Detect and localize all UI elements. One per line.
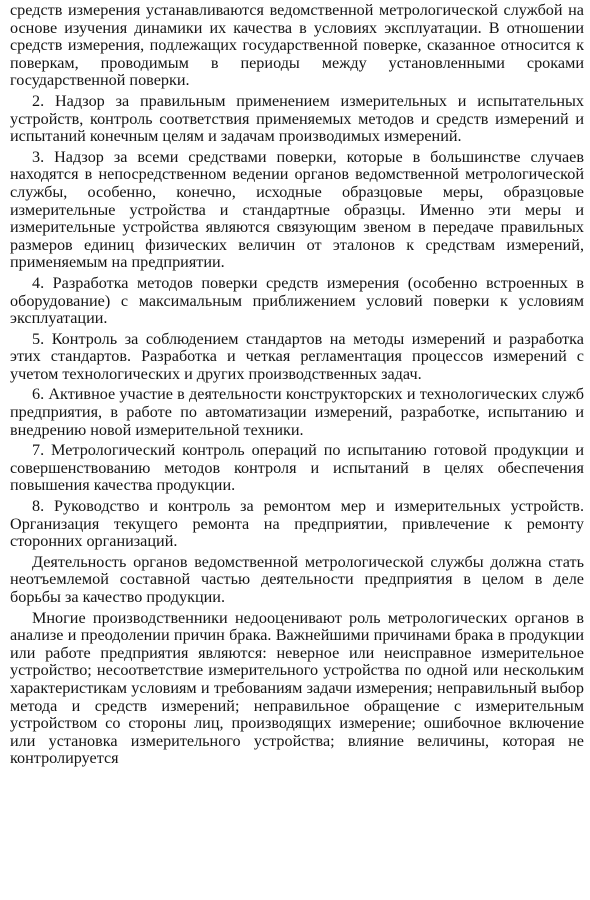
paragraph-service-role: Деятельность органов ведомственной метрологической службы должна стать неотъемлемой составной частью деятельности предприятия в целом в деле борьбы за качество продукции. [10, 552, 584, 606]
paragraph-continuation: средств измерения устанавливаются ведомственной метрологической службой на основе изучения динамики их качества в условиях эксплуатации. В отношении средств измерения, подлежащих государственной поверке, сказанное относится к поверкам, проводимым в периоды между установленными сроками государственной поверки. [10, 1, 584, 90]
paragraph-item-6: 6. Активное участие в деятельности конструкторских и технологических служб предприятия, в работе по автоматизации измерений, разработке, испытанию и внедрению новой измерительной техники. [10, 385, 584, 439]
paragraph-defect-causes: Многие производственники недооценивают роль метрологических органов в анализе и преодолении причин брака. Важнейшими причинами брака в продукции или работе предприятия являются: неверное или неисправное измерительное устройство; несоответствие измерительного устройства по одной или нескольким характеристикам условиям и требованиям задачи измерения; неправильный выбор метода и средств измерений; неправильное обращение с измерительным устройством со стороны лиц, производящих измерение; ошибочное включение или установка измерительного устройства; влияние величины, которая не контролируется [10, 608, 584, 768]
paragraph-item-7: 7. Метрологический контроль операций по испытанию готовой продукции и совершенствованию методов контроля и испытаний в целях обеспечения повышения качества продукции. [10, 441, 584, 495]
paragraph-item-5: 5. Контроль за соблюдением стандартов на методы измерений и разработка этих стандартов. Разработка и четкая регламентация процессов измерений с учетом технологических и других производственных задач. [10, 329, 584, 383]
paragraph-item-8: 8. Руководство и контроль за ремонтом мер и измерительных устройств. Организация текущего ремонта на предприятии, привлечение к ремонту сторонних организаций. [10, 497, 584, 551]
paragraph-item-4: 4. Разработка методов поверки средств измерения (особенно встроенных в оборудование) с максимальным приближением условий поверки к условиям эксплуатации. [10, 273, 584, 328]
paragraph-item-2: 2. Надзор за правильным применением измерительных и испытательных устройств, контроль соответствия применяемых методов и средств измерений и испытаний конечным целям и задачам производимых измерений. [10, 91, 584, 146]
paragraph-item-3: 3. Надзор за всеми средствами поверки, которые в большинстве случаев находятся в непосредственном ведении органов ведомственной метрологической службы, особенно, конечно, исходные образцовые меры, образцовые измерительные устройства и стандартные образцы. Именно эти меры и измерительные устройства являются связующим звеном в передаче правильных размеров единиц физических величин от эталонов к средствам измерений, применяемым на предприятии. [10, 147, 584, 272]
